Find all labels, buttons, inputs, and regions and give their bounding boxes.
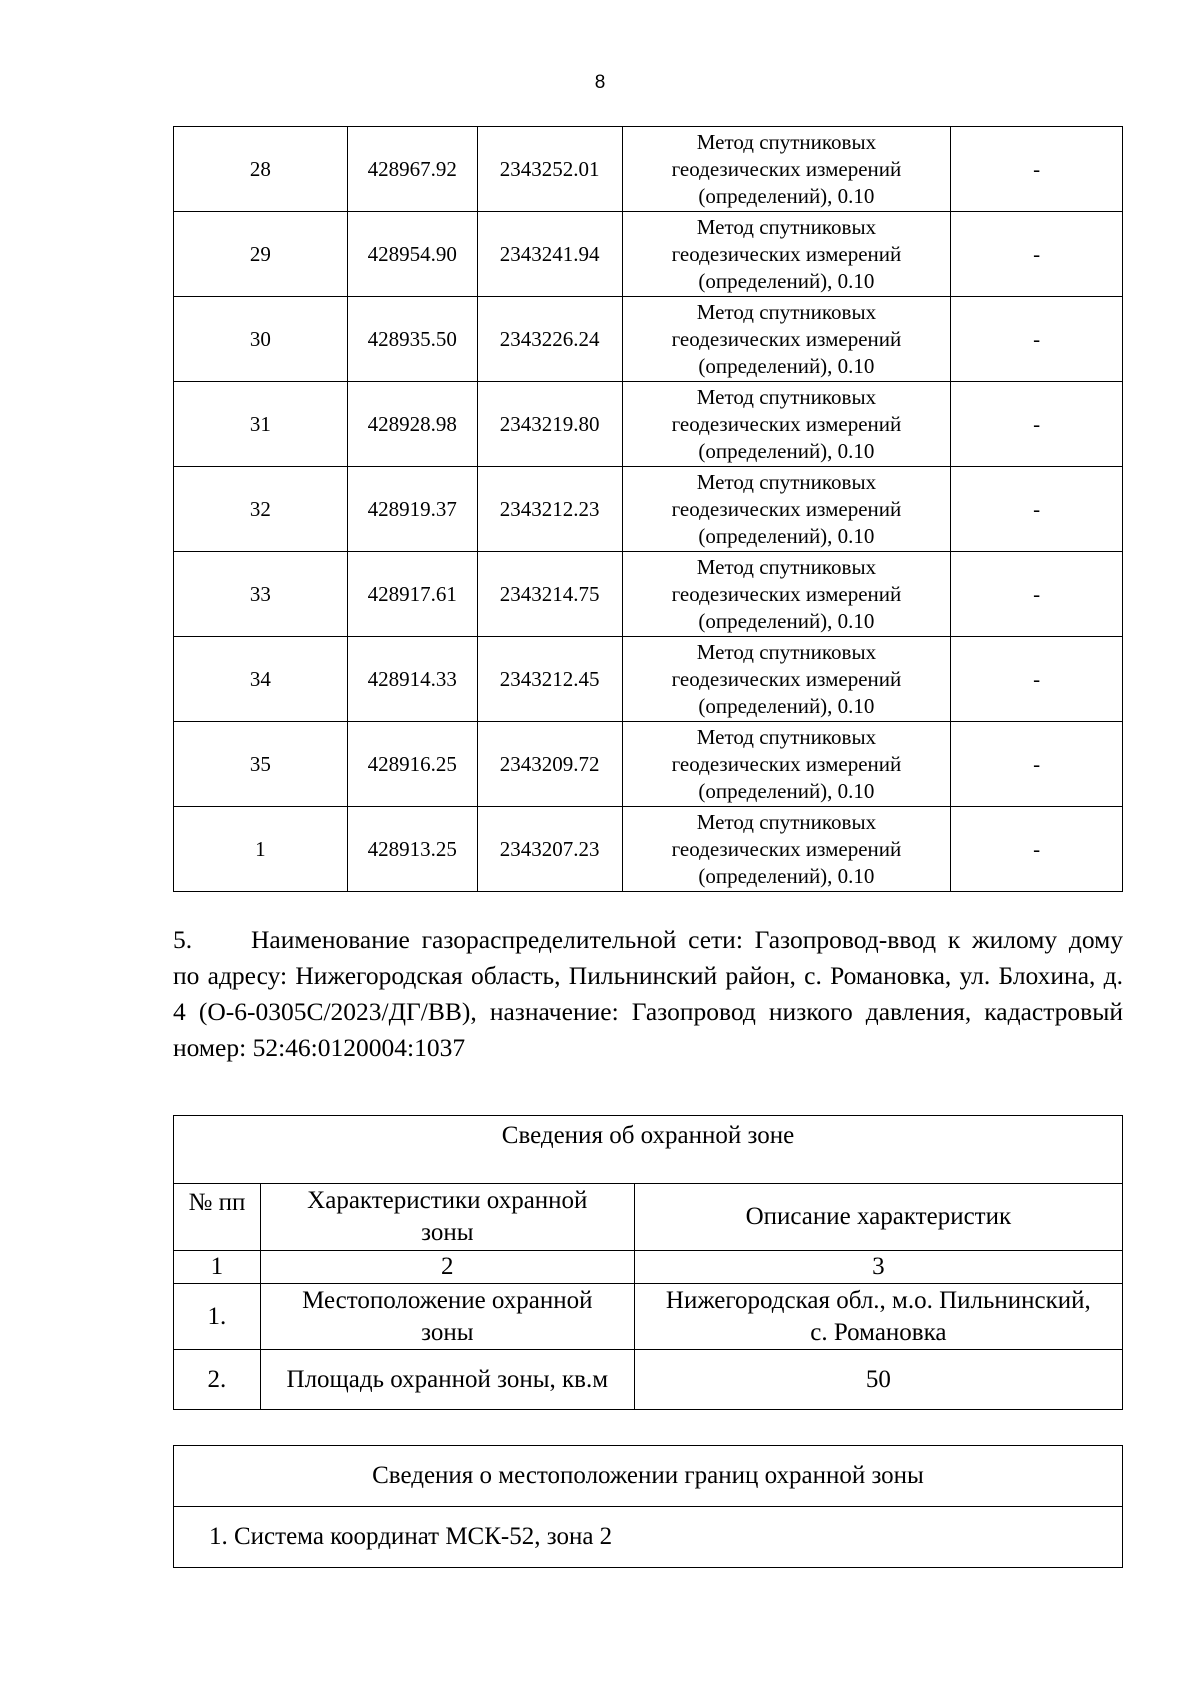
- coordinate-x: 428967.92: [347, 127, 477, 212]
- coordinate-y: 2343212.23: [477, 467, 622, 552]
- header-characteristics: [260, 1184, 634, 1251]
- coordinates-table: [173, 126, 1123, 892]
- determination-method: [622, 297, 951, 382]
- point-number: 32: [174, 467, 348, 552]
- determination-method: [622, 722, 951, 807]
- coordinates-table-body: [174, 127, 1123, 892]
- determination-method-line-1: Метод спутниковых: [696, 724, 877, 749]
- zone-table-title: Сведения об охранной зоне: [174, 1116, 1123, 1184]
- determination-method-line-3: (определений), 0.10: [698, 693, 875, 718]
- coordinate-y: 2343241.94: [477, 212, 622, 297]
- determination-method-line-3: (определений), 0.10: [698, 438, 875, 463]
- index-col-3: 3: [634, 1251, 1122, 1284]
- determination-method-line-1: Метод спутниковых: [696, 384, 877, 409]
- determination-method-line-3: (определений), 0.10: [698, 353, 875, 378]
- determination-method-line-3: (определений), 0.10: [698, 268, 875, 293]
- point-description: -: [951, 297, 1123, 382]
- point-description: -: [951, 467, 1123, 552]
- section-paragraph: [173, 922, 1123, 1066]
- row-location-description: [634, 1284, 1122, 1350]
- point-number: 33: [174, 552, 348, 637]
- coordinate-row: [174, 807, 1123, 892]
- determination-method-line-2: геодезических измерений: [671, 836, 902, 861]
- boundary-item-row: [174, 1507, 1123, 1568]
- header-characteristics-line1: Характеристики охранной: [307, 1187, 588, 1214]
- determination-method-line-2: геодезических измерений: [671, 581, 902, 606]
- row-location-characteristic-line1: Местоположение охранной: [302, 1286, 593, 1314]
- boundary-table: [173, 1445, 1123, 1568]
- point-number: 1: [174, 807, 348, 892]
- determination-method-line-1: Метод спутниковых: [696, 639, 877, 664]
- row-location-characteristic: [260, 1284, 634, 1350]
- coordinate-x: 428917.61: [347, 552, 477, 637]
- determination-method: [622, 552, 951, 637]
- coordinate-row: [174, 722, 1123, 807]
- determination-method-line-1: Метод спутниковых: [696, 299, 877, 324]
- coordinate-y: 2343212.45: [477, 637, 622, 722]
- coordinate-x: 428928.98: [347, 382, 477, 467]
- point-number: 35: [174, 722, 348, 807]
- determination-method-line-3: (определений), 0.10: [698, 863, 875, 888]
- zone-table-header-row: [174, 1184, 1123, 1251]
- row-area-characteristic: Площадь охранной зоны, кв.м: [260, 1350, 634, 1410]
- coordinate-x: 428913.25: [347, 807, 477, 892]
- row-location-num: 1.: [174, 1284, 261, 1350]
- point-description: -: [951, 127, 1123, 212]
- coordinate-y: 2343214.75: [477, 552, 622, 637]
- row-location-characteristic-line2: зоны: [421, 1318, 474, 1346]
- boundary-coordinate-system: 1. Система координат МСК-52, зона 2: [174, 1507, 1123, 1568]
- determination-method-line-3: (определений), 0.10: [698, 778, 875, 803]
- coordinate-row: [174, 382, 1123, 467]
- coordinate-row: [174, 552, 1123, 637]
- header-num: № пп: [174, 1184, 261, 1251]
- zone-table-title-row: [174, 1116, 1123, 1184]
- determination-method: [622, 382, 951, 467]
- coordinate-y: 2343207.23: [477, 807, 622, 892]
- determination-method-line-2: геодезических измерений: [671, 496, 902, 521]
- coordinate-y: 2343226.24: [477, 297, 622, 382]
- determination-method-line-1: Метод спутниковых: [696, 214, 877, 239]
- coordinate-x: 428916.25: [347, 722, 477, 807]
- boundary-title-row: [174, 1446, 1123, 1507]
- coordinate-row: [174, 127, 1123, 212]
- point-number: 28: [174, 127, 348, 212]
- determination-method-line-2: геодезических измерений: [671, 666, 902, 691]
- determination-method: [622, 212, 951, 297]
- coordinate-x: 428954.90: [347, 212, 477, 297]
- determination-method-line-2: геодезических измерений: [671, 411, 902, 436]
- coordinate-x: 428919.37: [347, 467, 477, 552]
- page-number: 8: [594, 72, 606, 93]
- determination-method-line-2: геодезических измерений: [671, 751, 902, 776]
- zone-table-index-row: [174, 1251, 1123, 1284]
- determination-method: [622, 127, 951, 212]
- coordinate-row: [174, 212, 1123, 297]
- header-description: Описание характеристик: [634, 1184, 1122, 1251]
- determination-method-line-1: Метод спутниковых: [696, 809, 877, 834]
- point-description: -: [951, 382, 1123, 467]
- coordinate-x: 428914.33: [347, 637, 477, 722]
- index-col-1: 1: [174, 1251, 261, 1284]
- coordinate-x: 428935.50: [347, 297, 477, 382]
- point-number: 29: [174, 212, 348, 297]
- determination-method-line-1: Метод спутниковых: [696, 469, 877, 494]
- point-description: -: [951, 722, 1123, 807]
- row-location-description-line1: Нижегородская обл., м.о. Пильнинский,: [665, 1286, 1091, 1314]
- determination-method-line-2: геодезических измерений: [671, 241, 902, 266]
- determination-method-line-1: Метод спутниковых: [696, 554, 877, 579]
- point-description: -: [951, 212, 1123, 297]
- row-area-value: 50: [634, 1350, 1122, 1410]
- determination-method-line-2: геодезических измерений: [671, 326, 902, 351]
- determination-method-line-3: (определений), 0.10: [698, 523, 875, 548]
- index-col-2: 2: [260, 1251, 634, 1284]
- determination-method-line-2: геодезических измерений: [671, 156, 902, 181]
- coordinate-row: [174, 637, 1123, 722]
- zone-table-row-area: [174, 1350, 1123, 1410]
- zone-table-row-location: [174, 1284, 1123, 1350]
- determination-method: [622, 807, 951, 892]
- row-area-num: 2.: [174, 1350, 261, 1410]
- point-description: -: [951, 637, 1123, 722]
- zone-info-table: [173, 1115, 1123, 1410]
- determination-method-line-3: (определений), 0.10: [698, 608, 875, 633]
- point-number: 30: [174, 297, 348, 382]
- coordinate-y: 2343209.72: [477, 722, 622, 807]
- determination-method: [622, 467, 951, 552]
- point-number: 31: [174, 382, 348, 467]
- coordinate-row: [174, 467, 1123, 552]
- coordinate-y: 2343219.80: [477, 382, 622, 467]
- point-number: 34: [174, 637, 348, 722]
- section-text: Наименование газораспределительной сети: Газопровод-ввод к жилому дому по адресу: Нижегородская область, Пильнинский район, с. Романовка, ул. Блохина, д. 4 (О-6-0305С/2023/ДГ/ВВ), назначение: Газопровод низкого давления, кадастровый номер: 52:46:0120004:1037: [173, 925, 1123, 1062]
- point-description: -: [951, 807, 1123, 892]
- section-number: 5.: [173, 925, 193, 954]
- determination-method-line-3: (определений), 0.10: [698, 183, 875, 208]
- boundary-table-title: Сведения о местоположении границ охранной зоны: [174, 1446, 1123, 1507]
- header-characteristics-line2: зоны: [421, 1219, 474, 1246]
- coordinate-row: [174, 297, 1123, 382]
- coordinate-y: 2343252.01: [477, 127, 622, 212]
- point-description: -: [951, 552, 1123, 637]
- row-location-description-line2: с. Романовка: [810, 1318, 947, 1346]
- determination-method: [622, 637, 951, 722]
- determination-method-line-1: Метод спутниковых: [696, 129, 877, 154]
